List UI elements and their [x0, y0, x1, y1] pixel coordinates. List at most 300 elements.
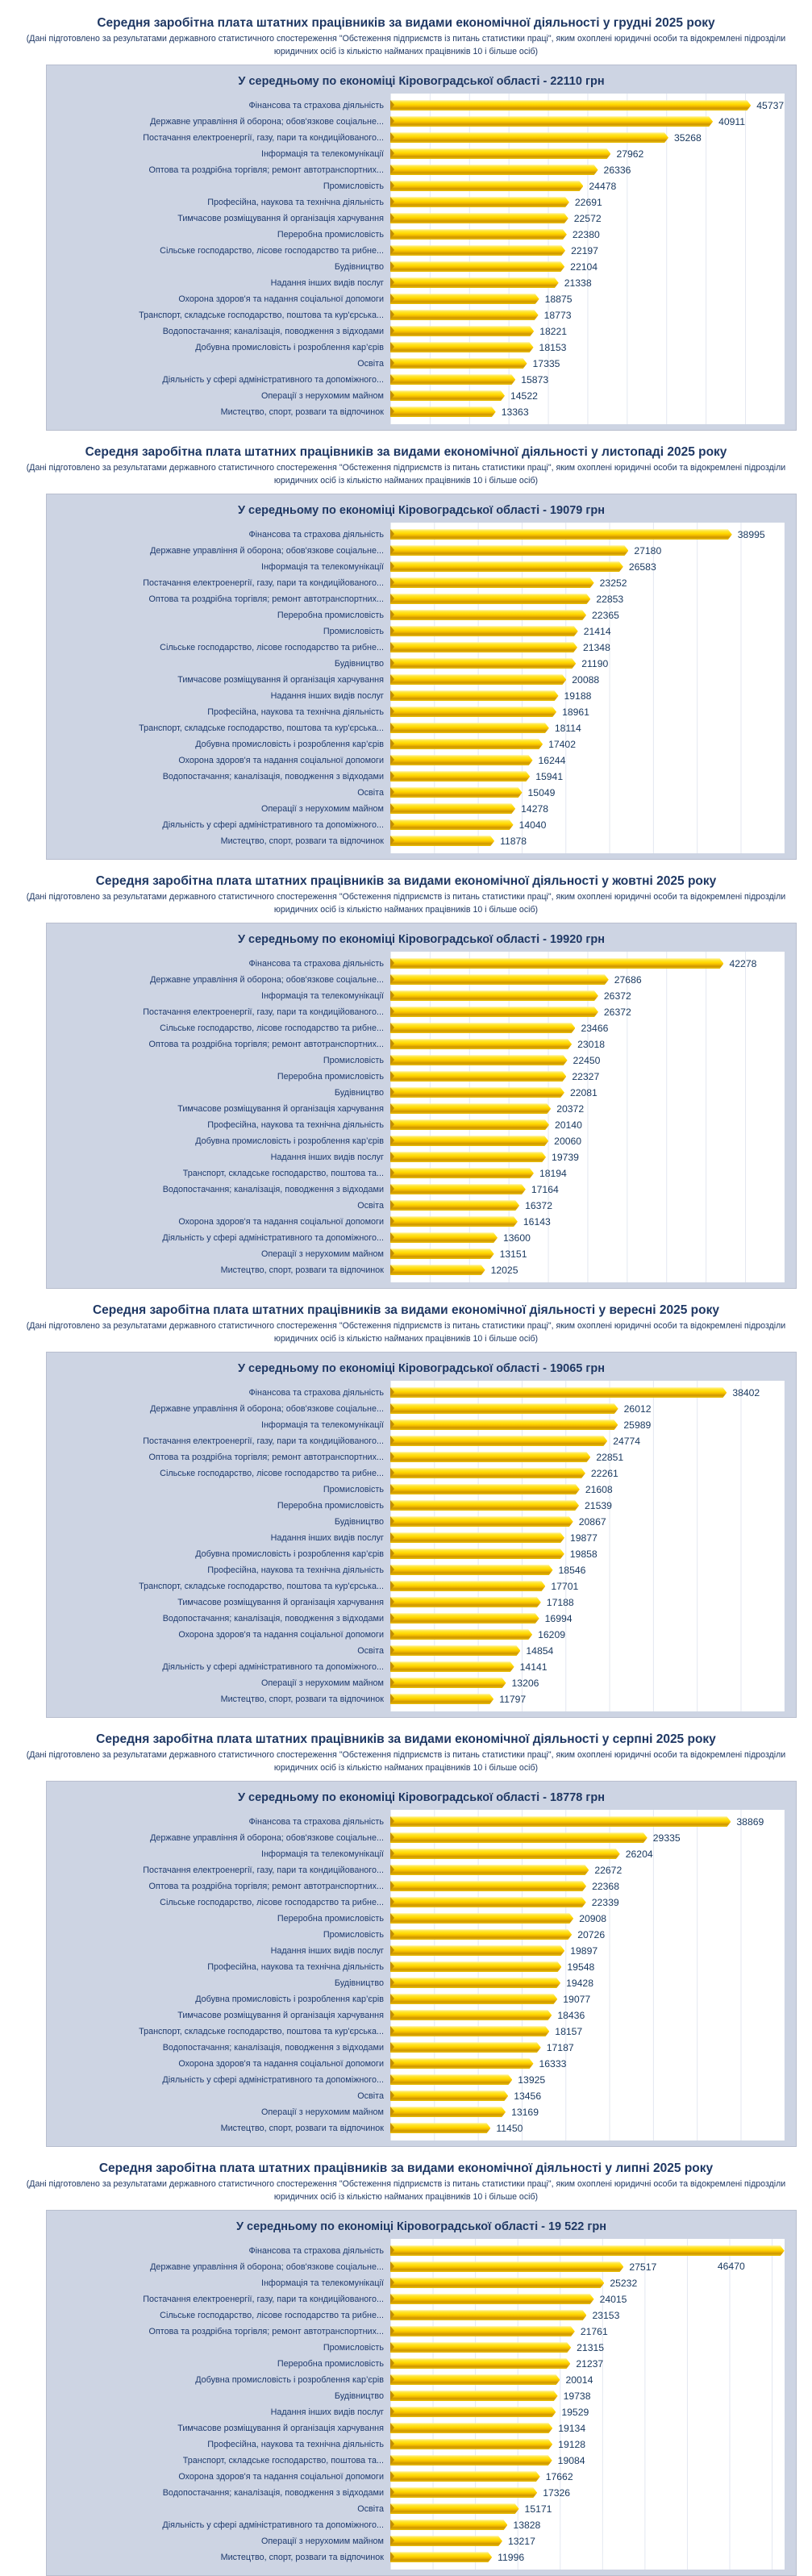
value-bar — [390, 1500, 579, 1511]
chart-section-3 — [0, 858, 812, 1287]
value-bar — [390, 100, 751, 110]
category-label: Транспорт, складське господарство, поштова та кур'єрська... — [139, 2026, 384, 2036]
value-label: 22450 — [573, 1054, 601, 1066]
bar-track — [390, 146, 785, 162]
bar-row — [58, 1878, 785, 1894]
value-label: 22672 — [594, 1864, 623, 1876]
value-label: 40911 — [718, 115, 746, 127]
category-label: Оптова та роздрібна торгівля; ремонт автотранспортних... — [148, 1452, 384, 1462]
value-label: 20088 — [572, 673, 600, 686]
value-bar — [390, 197, 569, 207]
chart-subtitle: (Дані підготовлено за результатами державного статистичного спостереження "Обстеження підприємств із питань статистики праці", яким охоплені юридичні особи та відокремлені підрозділи юридичних осіб із кількістю найманих працівників 10 і більше осіб) — [26, 892, 786, 915]
bar-row — [58, 1246, 785, 1262]
bar-row — [58, 1182, 785, 1198]
value-bar — [390, 358, 527, 369]
category-label: Промисловість — [323, 2342, 384, 2353]
category-label: Професійна, наукова та технічна діяльність — [207, 2439, 384, 2449]
category-label: Постачання електроенергії, газу, пари та кондиційованого... — [143, 132, 384, 143]
category-label: Державне управління й оборона; обов'язкове соціальне... — [150, 116, 384, 127]
value-bar — [390, 116, 713, 127]
bar-track — [390, 607, 785, 623]
bar-track — [390, 194, 785, 210]
bar-track — [390, 2453, 785, 2469]
bar-track — [390, 785, 785, 801]
category-label: Будівництво — [334, 1087, 384, 1098]
value-bar — [390, 2294, 594, 2304]
value-label: 19134 — [558, 2422, 586, 2434]
bar-track — [390, 1465, 785, 1482]
value-bar — [390, 1200, 519, 1211]
category-label: Фінансова та страхова діяльність — [248, 100, 384, 110]
bar-track — [390, 275, 785, 291]
value-bar — [390, 1613, 539, 1624]
bar-track — [390, 1498, 785, 1514]
value-bar — [390, 310, 539, 320]
value-label: 19084 — [557, 2454, 585, 2466]
value-bar — [390, 577, 594, 588]
category-label: Водопостачання; каналізація, поводження з відходами — [162, 1184, 384, 1194]
category-label: Охорона здоров'я та надання соціальної допомоги — [178, 1216, 384, 1227]
bar-track — [390, 527, 785, 543]
category-label: Мистецтво, спорт, розваги та відпочинок — [220, 1265, 384, 1275]
category-label: Добувна промисловість і розроблення кар’єрів — [195, 2374, 384, 2385]
category-label: Державне управління й оборона; обов'язкове соціальне... — [150, 2261, 384, 2272]
bar-track — [390, 1894, 785, 1911]
bar-row — [58, 2453, 785, 2469]
bar-track — [390, 1627, 785, 1643]
bar-track — [390, 388, 785, 404]
bar-track — [390, 210, 785, 227]
category-label: Тимчасове розміщування й організація харчування — [177, 1103, 384, 1114]
value-bar — [390, 213, 568, 223]
bar-row — [58, 1546, 785, 1562]
value-bar — [390, 594, 590, 604]
bar-track — [390, 817, 785, 833]
bar-track — [390, 2072, 785, 2088]
category-label: Оптова та роздрібна торгівля; ремонт автотранспортних... — [148, 165, 384, 175]
category-label: Фінансова та страхова діяльність — [248, 2245, 384, 2256]
bar-row — [58, 1020, 785, 1036]
bar-track — [390, 1482, 785, 1498]
bar-row — [58, 243, 785, 259]
bar-row — [58, 956, 785, 972]
bar-row — [58, 1085, 785, 1101]
bar-row — [58, 1927, 785, 1943]
bar-row — [58, 2291, 785, 2307]
value-label: 24478 — [589, 180, 617, 192]
value-bar — [390, 2245, 785, 2256]
category-label: Надання інших видів послуг — [270, 277, 384, 288]
value-label: 21338 — [564, 277, 592, 289]
category-label: Професійна, наукова та технічна діяльність — [207, 707, 384, 717]
bar-track — [390, 340, 785, 356]
value-label: 26204 — [625, 1848, 653, 1860]
bar-track — [390, 1085, 785, 1101]
bar-track — [390, 404, 785, 420]
value-bar — [390, 1136, 548, 1146]
bar-track — [390, 591, 785, 607]
value-bar — [390, 1849, 620, 1859]
bar-row — [58, 2501, 785, 2517]
bar-track — [390, 1449, 785, 1465]
category-label: Інформація та телекомунікації — [260, 561, 384, 572]
value-label: 27686 — [614, 973, 642, 986]
bar-track — [390, 1911, 785, 1927]
value-bar — [390, 245, 565, 256]
average-wage-header: У середньому по економіці Кіровоградської області - 19079 грн — [237, 503, 605, 517]
category-label: Будівництво — [334, 658, 384, 669]
bar-row — [58, 1230, 785, 1246]
category-label: Добувна промисловість і розроблення кар’єрів — [195, 1136, 384, 1146]
bar-row — [58, 1482, 785, 1498]
value-bar — [390, 1087, 564, 1098]
value-bar — [390, 1152, 546, 1162]
value-label: 21761 — [580, 2325, 608, 2337]
bar-track — [390, 1594, 785, 1611]
category-label: Державне управління й оборона; обов'язкове соціальне... — [150, 1403, 384, 1414]
category-label: Охорона здоров'я та надання соціальної допомоги — [178, 1629, 384, 1640]
value-label: 19739 — [552, 1151, 579, 1163]
value-label: 18773 — [543, 309, 572, 321]
category-label: Транспорт, складське господарство, поштова та кур'єрська... — [139, 723, 384, 733]
category-label: Операції з нерухомим майном — [260, 1678, 384, 1688]
category-label: Оптова та роздрібна торгівля; ремонт автотранспортних... — [148, 2326, 384, 2336]
value-bar — [390, 1055, 568, 1065]
bar-track — [390, 1546, 785, 1562]
bar-row — [58, 2104, 785, 2120]
value-label: 38869 — [736, 1815, 764, 1828]
bar-track — [390, 1959, 785, 1975]
bar-track — [390, 672, 785, 688]
value-label: 11878 — [500, 835, 527, 847]
value-label: 46470 — [717, 2260, 745, 2272]
value-bar — [390, 819, 514, 830]
bar-plot — [58, 1814, 785, 2136]
value-bar — [390, 1565, 553, 1575]
value-bar — [390, 2010, 552, 2020]
bar-track — [390, 307, 785, 323]
value-bar — [390, 2123, 490, 2133]
bar-row — [58, 2007, 785, 2024]
value-label: 38995 — [737, 528, 765, 540]
category-label: Освіта — [357, 358, 384, 369]
value-bar — [390, 658, 576, 669]
bar-track — [390, 1691, 785, 1707]
bar-track — [390, 752, 785, 769]
value-label: 13925 — [518, 2074, 546, 2086]
category-label: Сільське господарство, лісове господарство та рибне... — [160, 2310, 384, 2320]
value-bar — [390, 1039, 572, 1049]
bar-row — [58, 2549, 785, 2566]
value-label: 15873 — [521, 373, 549, 386]
bar-track — [390, 1927, 785, 1943]
value-label: 35268 — [673, 131, 702, 144]
bar-track — [390, 1214, 785, 1230]
value-label: 21237 — [576, 2357, 604, 2370]
category-label: Професійна, наукова та технічна діяльність — [207, 1961, 384, 1972]
value-bar — [390, 1913, 573, 1924]
category-label: Надання інших видів послуг — [270, 1152, 384, 1162]
bar-row — [58, 1611, 785, 1627]
bar-row — [58, 2517, 785, 2533]
category-label: Постачання електроенергії, газу, пари та кондиційованого... — [143, 1007, 384, 1017]
category-label: Охорона здоров'я та надання соціальної допомоги — [178, 755, 384, 765]
value-bar — [390, 1961, 561, 1972]
bar-track — [390, 656, 785, 672]
category-label: Промисловість — [323, 181, 384, 191]
bar-row — [58, 291, 785, 307]
value-bar — [390, 990, 598, 1001]
category-label: Фінансова та страхова діяльність — [248, 529, 384, 540]
bar-row — [58, 388, 785, 404]
category-label: Мистецтво, спорт, розваги та відпочинок — [220, 836, 384, 846]
category-label: Промисловість — [323, 626, 384, 636]
category-label: Промисловість — [323, 1055, 384, 1065]
value-bar — [390, 342, 534, 352]
bar-track — [390, 2469, 785, 2485]
chart-section-5 — [0, 1716, 812, 2145]
category-label: Інформація та телекомунікації — [260, 1849, 384, 1859]
value-label: 19529 — [561, 2406, 589, 2418]
bar-row — [58, 1262, 785, 1278]
bar-track — [390, 2356, 785, 2372]
value-label: 22197 — [571, 244, 598, 256]
category-label: Переробна промисловість — [277, 1071, 384, 1082]
bar-row — [58, 307, 785, 323]
bar-track — [390, 1433, 785, 1449]
bar-row — [58, 833, 785, 849]
category-label: Операції з нерухомим майном — [260, 2107, 384, 2117]
value-bar — [390, 2439, 552, 2449]
bar-row — [58, 2072, 785, 2088]
value-bar — [390, 1661, 514, 1672]
category-label: Діяльність у сфері адміністративного та допоміжного... — [162, 2074, 384, 2085]
category-label: Освіта — [357, 1645, 384, 1656]
value-label: 11797 — [499, 1693, 527, 1705]
value-bar — [390, 2552, 492, 2562]
bar-row — [58, 688, 785, 704]
value-label: 18961 — [562, 706, 589, 718]
bar-row — [58, 130, 785, 146]
value-label: 15049 — [527, 786, 556, 798]
value-bar — [390, 803, 515, 814]
bar-track — [390, 2324, 785, 2340]
category-label: Фінансова та страхова діяльність — [248, 1387, 384, 1398]
bar-track — [390, 1643, 785, 1659]
bar-row — [58, 559, 785, 575]
bar-track — [390, 2340, 785, 2356]
bar-track — [390, 1133, 785, 1149]
bar-row — [58, 2259, 785, 2275]
value-bar — [390, 1248, 494, 1259]
value-label: 17187 — [546, 2041, 574, 2053]
bar-row — [58, 1894, 785, 1911]
value-bar — [390, 1929, 572, 1940]
value-bar — [390, 2536, 502, 2546]
category-label: Інформація та телекомунікації — [260, 148, 384, 159]
bar-track — [390, 2275, 785, 2291]
bar-row — [58, 1911, 785, 1927]
bar-row — [58, 1814, 785, 1830]
bar-track — [390, 704, 785, 720]
bar-track — [390, 259, 785, 275]
value-label: 27180 — [634, 544, 662, 556]
bar-row — [58, 1214, 785, 1230]
value-label: 26336 — [603, 164, 631, 176]
bar-row — [58, 785, 785, 801]
chart-panel — [46, 494, 797, 860]
value-label: 13151 — [499, 1248, 527, 1260]
value-bar — [390, 674, 566, 685]
bar-row — [58, 527, 785, 543]
category-label: Діяльність у сфері адміністративного та допоміжного... — [162, 374, 384, 385]
category-label: Водопостачання; каналізація, поводження з відходами — [162, 1613, 384, 1624]
category-label: Сільське господарство, лісове господарство та рибне... — [160, 1897, 384, 1907]
average-wage-header: У середньому по економіці Кіровоградської області - 18778 грн — [237, 1790, 605, 1804]
bar-plot — [58, 527, 785, 849]
value-label: 22380 — [572, 228, 600, 240]
bar-row — [58, 1052, 785, 1069]
category-label: Оптова та роздрібна торгівля; ремонт автотранспортних... — [148, 594, 384, 604]
value-bar — [390, 1978, 560, 1988]
bar-plot — [58, 1385, 785, 1707]
chart-panel — [46, 65, 797, 431]
value-bar — [390, 2487, 537, 2498]
value-label: 45737 — [756, 99, 785, 111]
value-label: 21608 — [585, 1483, 613, 1495]
bar-row — [58, 1514, 785, 1530]
value-bar — [390, 148, 610, 159]
category-label: Сільське господарство, лісове господарство та рибне... — [160, 642, 384, 652]
value-label: 26372 — [603, 1006, 631, 1018]
value-label: 23252 — [599, 577, 627, 589]
value-bar — [390, 2278, 604, 2288]
value-label: 17164 — [531, 1183, 559, 1195]
value-bar — [390, 1387, 727, 1398]
value-label: 17188 — [546, 1596, 574, 1608]
value-label: 18194 — [539, 1167, 567, 1179]
bar-row — [58, 1862, 785, 1878]
bar-row — [58, 2533, 785, 2549]
bar-track — [390, 130, 785, 146]
bar-track — [390, 543, 785, 559]
bar-track — [390, 1578, 785, 1594]
value-bar — [390, 1419, 618, 1430]
category-label: Мистецтво, спорт, розваги та відпочинок — [220, 2552, 384, 2562]
chart-section-4 — [0, 1287, 812, 1716]
bar-track — [390, 2088, 785, 2104]
value-label: 13600 — [503, 1232, 531, 1244]
bar-row — [58, 1691, 785, 1707]
value-bar — [390, 181, 583, 191]
bar-row — [58, 1594, 785, 1611]
value-bar — [390, 1532, 564, 1543]
bar-row — [58, 356, 785, 372]
category-label: Оптова та роздрібна торгівля; ремонт автотранспортних... — [148, 1039, 384, 1049]
value-label: 17402 — [548, 738, 576, 750]
bar-track — [390, 801, 785, 817]
value-label: 19548 — [567, 1961, 595, 1973]
value-bar — [390, 1023, 575, 1033]
value-bar — [390, 2520, 507, 2530]
bar-track — [390, 833, 785, 849]
value-bar — [390, 1168, 534, 1178]
category-label: Добувна промисловість і розроблення кар’єрів — [195, 739, 384, 749]
bar-row — [58, 146, 785, 162]
bar-track — [390, 2040, 785, 2056]
value-label: 13217 — [507, 2535, 535, 2547]
value-label: 16244 — [538, 754, 566, 766]
category-label: Будівництво — [334, 1516, 384, 1527]
value-bar — [390, 2026, 549, 2036]
bar-track — [390, 2372, 785, 2388]
value-bar — [390, 2058, 534, 2069]
bar-track — [390, 1246, 785, 1262]
bar-track — [390, 323, 785, 340]
category-label: Переробна промисловість — [277, 2358, 384, 2369]
value-label: 20726 — [577, 1928, 606, 1940]
bar-track — [390, 1101, 785, 1117]
bar-row — [58, 2388, 785, 2404]
bar-track — [390, 227, 785, 243]
bar-row — [58, 1578, 785, 1594]
chart-section-6 — [0, 2145, 812, 2574]
category-label: Сільське господарство, лісове господарство та рибне... — [160, 1023, 384, 1033]
value-bar — [390, 1103, 551, 1114]
category-label: Освіта — [357, 1200, 384, 1211]
category-label: Оптова та роздрібна торгівля; ремонт автотранспортних... — [148, 1881, 384, 1891]
bar-track — [390, 1182, 785, 1198]
bar-row — [58, 2024, 785, 2040]
category-label: Мистецтво, спорт, розваги та відпочинок — [220, 406, 384, 417]
bar-track — [390, 2104, 785, 2120]
value-label: 24774 — [613, 1435, 641, 1447]
bar-row — [58, 1433, 785, 1449]
bar-row — [58, 1675, 785, 1691]
bar-track — [390, 1991, 785, 2007]
value-label: 26372 — [603, 990, 631, 1002]
bar-track — [390, 243, 785, 259]
value-label: 14040 — [518, 819, 547, 831]
value-bar — [390, 974, 609, 985]
value-bar — [390, 771, 530, 782]
bar-row — [58, 543, 785, 559]
value-label: 23466 — [581, 1022, 609, 1034]
bar-row — [58, 2372, 785, 2388]
bar-row — [58, 672, 785, 688]
value-label: 20140 — [554, 1119, 582, 1131]
category-label: Надання інших видів послуг — [270, 1945, 384, 1956]
category-label: Тимчасове розміщування й організація харчування — [177, 674, 384, 685]
bar-row — [58, 98, 785, 114]
bar-track — [390, 2501, 785, 2517]
bar-track — [390, 1878, 785, 1894]
value-bar — [390, 545, 628, 556]
bar-row — [58, 1991, 785, 2007]
chart-title: Середня заробітна плата штатних працівників за видами економічної діяльності у жовтні 2025 року — [95, 874, 717, 888]
bar-row — [58, 1069, 785, 1085]
category-label: Постачання електроенергії, газу, пари та кондиційованого... — [143, 577, 384, 588]
value-bar — [390, 2423, 552, 2433]
bar-row — [58, 1401, 785, 1417]
bar-row — [58, 2040, 785, 2056]
bar-row — [58, 656, 785, 672]
bar-track — [390, 2404, 785, 2420]
category-label: Переробна промисловість — [277, 1500, 384, 1511]
category-label: Охорона здоров'я та надання соціальної допомоги — [178, 2058, 384, 2069]
bar-row — [58, 2056, 785, 2072]
category-label: Добувна промисловість і розроблення кар’єрів — [195, 1994, 384, 2004]
